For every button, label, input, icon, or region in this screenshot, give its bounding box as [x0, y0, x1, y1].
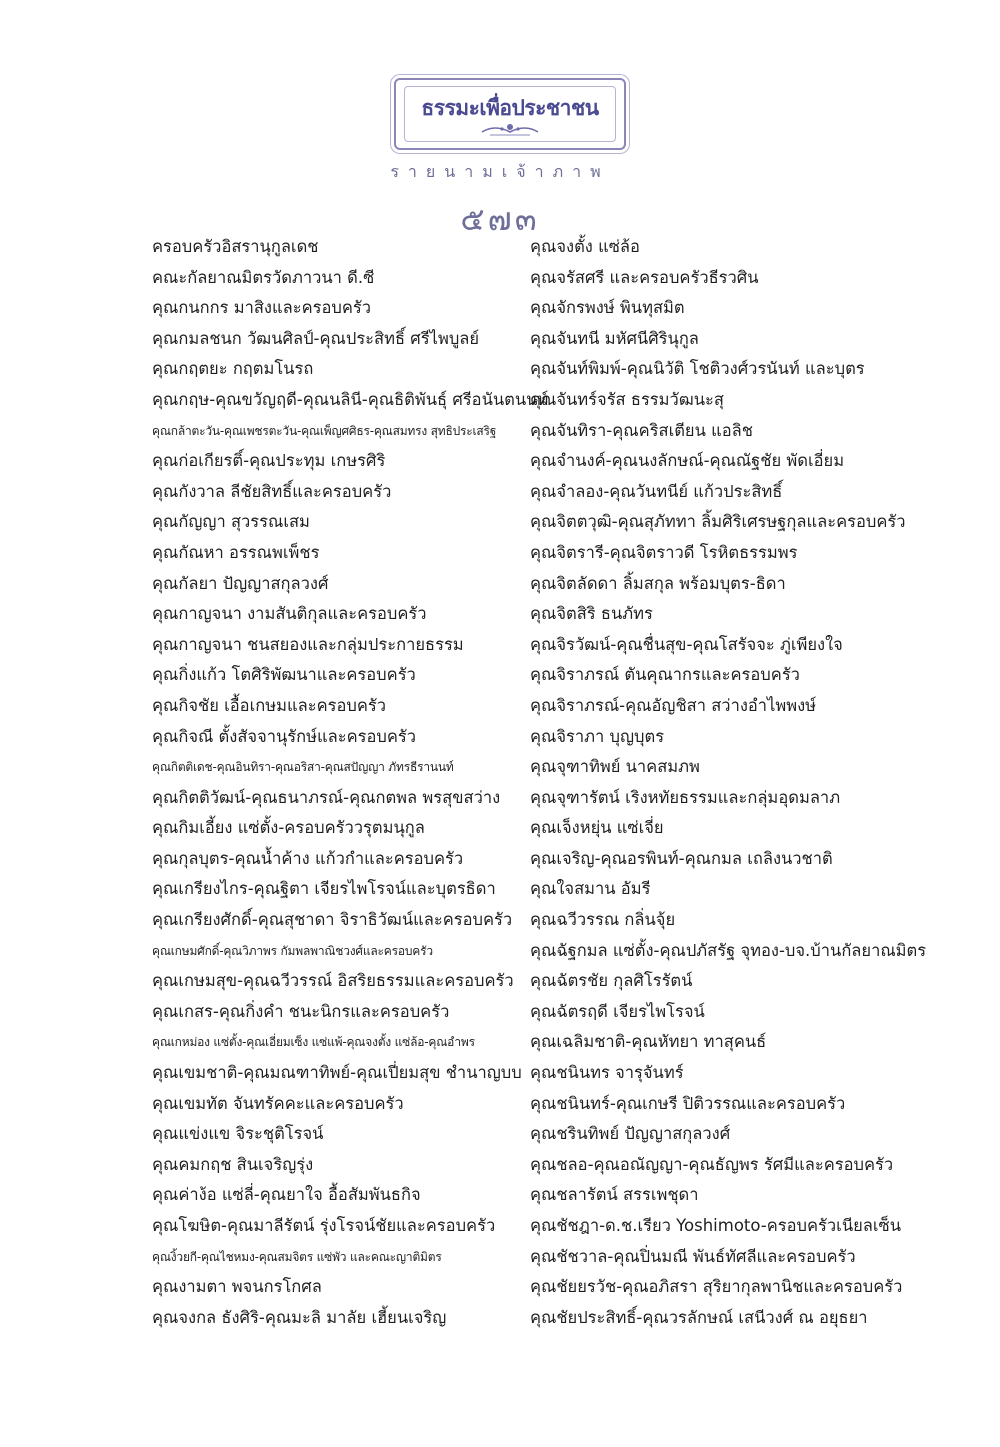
- list-item: คุณชัยยรวัช-คุณอภิสรา สุริยากุลพานิชและครอบครัว: [530, 1277, 903, 1297]
- list-item: คุณจิตสิริ ธนภัทร: [530, 604, 653, 624]
- list-item: คุณจันทร์จรัส ธรรมวัฒนะสุ: [530, 389, 724, 409]
- list-item: คุณเขมชาติ-คุณมณฑาทิพย์-คุณเปี่ยมสุข ชำนาญบบ: [152, 1063, 522, 1083]
- list-item: คุณเกรียงศักดิ์-คุณสุชาดา จิราธิวัฒน์และครอบครัว: [152, 910, 513, 930]
- list-item: คุณชัยประสิทธิ์-คุณวรลักษณ์ เสนีวงศ์ ณ อยุธยา: [530, 1307, 868, 1327]
- sponsor-list-right: [530, 232, 970, 1333]
- section-subtitle: รายนามเจ้าภาพ: [390, 162, 610, 181]
- list-item: คุณกิมเอี้ยง แซ่ตั้ง-ครอบครัววรุตมนุกูล: [152, 818, 425, 838]
- list-item: คุณฉัตรฤดี เจียรไพโรจน์: [530, 1001, 705, 1021]
- list-item: คุณกมลชนก วัฒนศิลป์-คุณประสิทธิ์ ศรีไพบูลย์: [152, 328, 480, 348]
- list-item: คุณแข่งแข จิระชุติโรจน์: [152, 1124, 324, 1144]
- list-item: คุณกิ่งแก้ว โตศิริพัฒนาและครอบครัว: [152, 665, 416, 685]
- list-item: คุณกุลบุตร-คุณน้ำค้าง แก้วกำและครอบครัว: [152, 848, 464, 868]
- list-item: คุณจันท์พิมพ์-คุณนิวัติ โชติวงศ์วรนันท์ และบุตร: [530, 359, 865, 379]
- list-item: คุณกิตติวัฒน์-คุณธนาภรณ์-คุณกตพล พรสุขสว่าง: [152, 787, 501, 807]
- list-item: คุณจิตตวุฒิ-คุณสุภัททา ลิ้มศิริเศรษฐกุลและครอบครัว: [530, 512, 906, 532]
- list-item: คุณชนินทร จารุจันทร์: [530, 1063, 684, 1083]
- list-item: คุณกาญจนา ชนสยองและกลุ่มประกายธรรม: [152, 634, 464, 654]
- list-item: คุณกิจณี ตั้งสัจจานุรักษ์และครอบครัว: [152, 726, 417, 746]
- logo-frame: [394, 78, 626, 150]
- list-item: คุณจงกล ธังศิริ-คุณมะลิ มาลัย เฮี้ยนเจริญ: [152, 1307, 447, 1327]
- list-item: คุณฉัฐกมล แซ่ตั้ง-คุณปภัสรัฐ จุทอง-บจ.บ้านกัลยาณมิตร: [530, 940, 927, 960]
- list-item: คุณชลอ-คุณอณัญญา-คุณธัญพร รัศมีและครอบครัว: [530, 1154, 894, 1174]
- page-number: ๕๗๓: [460, 200, 540, 238]
- ornament-icon: [480, 120, 540, 138]
- list-item: คุณเกษมสุข-คุณฉวีวรรณ์ อิสริยธรรมและครอบครัว: [152, 971, 514, 991]
- list-item: คุณชัชวาล-คุณปิ่นมณี พันธ์ทัศลีและครอบครัว: [530, 1246, 856, 1266]
- list-item: คุณใจสมาน อัมรี: [530, 879, 651, 899]
- list-item: คุณชัชฎา-ด.ช.เรียว Yoshimoto-ครอบครัวเนียลเซ็น: [530, 1216, 902, 1235]
- list-item: คุณจุฑาทิพย์ นาคสมภพ: [530, 757, 700, 777]
- list-item: คุณจันทนี มหัศนีศิรินุกูล: [530, 328, 699, 348]
- list-item: คุณชลารัตน์ สรรเพชุดา: [530, 1185, 699, 1205]
- list-item: คุณงามตา พจนกรโกศล: [152, 1277, 322, 1297]
- sponsor-list-left: [152, 232, 549, 1333]
- list-item: คุณค่าง้อ แซ่ลี่-คุณยาใจ อื้อสัมพันธกิจ: [152, 1185, 421, 1205]
- list-item: คุณจิราภรณ์ ตันคุณากรและครอบครัว: [530, 665, 800, 685]
- list-item: คุณจงตั้ง แซ่ล้อ: [530, 237, 640, 256]
- list-item: คุณกัณหา อรรณพเพ็ชร: [152, 542, 320, 562]
- list-item: คุณก่อเกียรติ์-คุณประทุม เกษรศิริ: [152, 451, 386, 471]
- publication-logo: [394, 78, 626, 150]
- list-item: คุณกัญญา สุวรรณเสม: [152, 512, 310, 532]
- list-item: คุณจำลอง-คุณวันทนีย์ แก้วประสิทธิ์: [530, 481, 783, 501]
- list-item: คุณกัลยา ปัญญาสกุลวงศ์: [152, 573, 329, 593]
- list-item: คุณเขมทัต จันทรัคคะและครอบครัว: [152, 1093, 404, 1113]
- list-item: คุณกล้าตะวัน-คุณเพชรตะวัน-คุณเพ็ญศศิธร-คุณสมทรง สุทธิประเสริฐ: [152, 423, 497, 438]
- list-item: คุณเกรียงไกร-คุณฐิตา เจียรไพโรจน์และบุตรธิดา: [152, 879, 496, 899]
- list-item: คุณเกหม่อง แซ่ตั้ง-คุณเอี่ยมเซ็ง แซ่แพ้-คุณจงตั้ง แซ่ล้อ-คุณอำพร: [152, 1035, 475, 1050]
- list-item: คุณกนกกร มาสิงและครอบครัว: [152, 298, 372, 318]
- list-item: คุณคมกฤช สินเจริญรุ่ง: [152, 1154, 314, 1174]
- list-item: คุณจันทิรา-คุณคริสเตียน แอลิช: [530, 420, 753, 440]
- list-item: ครอบครัวอิสรานุกูลเดช: [152, 237, 319, 256]
- list-item: คุณงิ้วยกี-คุณไชหมง-คุณสมจิตร แซ่พัว และคณะญาติมิตร: [152, 1249, 442, 1264]
- list-item: คุณเจริญ-คุณอรพินท์-คุณกมล เถลิงนวชาติ: [530, 848, 833, 868]
- list-item: คุณจิราภา บุญบุตร: [530, 726, 665, 746]
- list-item: คุณฉัตรชัย กุลศิโรรัตน์: [530, 971, 693, 991]
- list-item: คุณจิตลัดดา ลิ้มสกุล พร้อมบุตร-ธิดา: [530, 573, 786, 593]
- list-item: คุณเจ็งหยุ่น แซ่เจี่ย: [530, 818, 664, 838]
- list-item: คุณชนินทร์-คุณเกษรี ปิติวรรณและครอบครัว: [530, 1093, 846, 1113]
- list-item: คุณเกสร-คุณกิ่งคำ ชนะนิกรและครอบครัว: [152, 1001, 450, 1021]
- list-item: คุณจิราภรณ์-คุณอัญชิสา สว่างอำไพพงษ์: [530, 695, 817, 715]
- list-item: คุณกฤษ-คุณขวัญฤดี-คุณนลินี-คุณธิติพันธุ์ ศรีอนันตนนท์: [152, 389, 549, 409]
- list-item: คุณชรินทิพย์ ปัญญาสกุลวงศ์: [530, 1124, 731, 1144]
- list-item: คณะกัลยาณมิตรวัดภาวนา ดี.ซี: [152, 267, 375, 287]
- list-item: คุณเกษมศักดิ์-คุณวิภาพร กัมพลพาณิชวงศ์และครอบครัว: [152, 943, 433, 958]
- list-item: คุณกังวาล ลีชัยสิทธิ์และครอบครัว: [152, 481, 392, 501]
- logo-title: ธรรมะเพื่อประชาชน: [421, 96, 599, 120]
- list-item: คุณฉวีวรรณ กลิ่นจุ้ย: [530, 910, 676, 930]
- list-item: คุณกิตติเดช-คุณอินทิรา-คุณอริสา-คุณสปัญญา ภัทรธีรานนท์: [152, 760, 454, 775]
- list-item: คุณจักรพงษ์ พินทุสมิต: [530, 298, 685, 318]
- list-item: คุณจุฑารัตน์ เริงหทัยธรรมและกลุ่มอุดมลาภ: [530, 787, 841, 807]
- list-item: คุณกิจชัย เอื้อเกษมและครอบครัว: [152, 695, 387, 715]
- list-item: คุณโฆษิต-คุณมาลีรัตน์ รุ่งโรจน์ชัยและครอบครัว: [152, 1216, 496, 1235]
- list-item: คุณกาญจนา งามสันติกุลและครอบครัว: [152, 604, 427, 624]
- list-item: คุณกฤตยะ กฤตมโนรถ: [152, 359, 314, 379]
- list-item: คุณจรัสศรี และครอบครัวธีรวศิน: [530, 267, 759, 287]
- list-item: คุณจำนงค์-คุณนงลักษณ์-คุณณัฐชัย พัดเอี่ยม: [530, 451, 845, 471]
- list-item: คุณจิตรารี-คุณจิตราวดี โรหิตธรรมพร: [530, 542, 798, 562]
- list-item: คุณจิรวัฒน์-คุณชื่นสุข-คุณโสรัจจะ ภู่เพียงใจ: [530, 634, 843, 654]
- list-item: คุณเฉลิมชาติ-คุณหัทยา ทาสุคนธ์: [530, 1032, 767, 1052]
